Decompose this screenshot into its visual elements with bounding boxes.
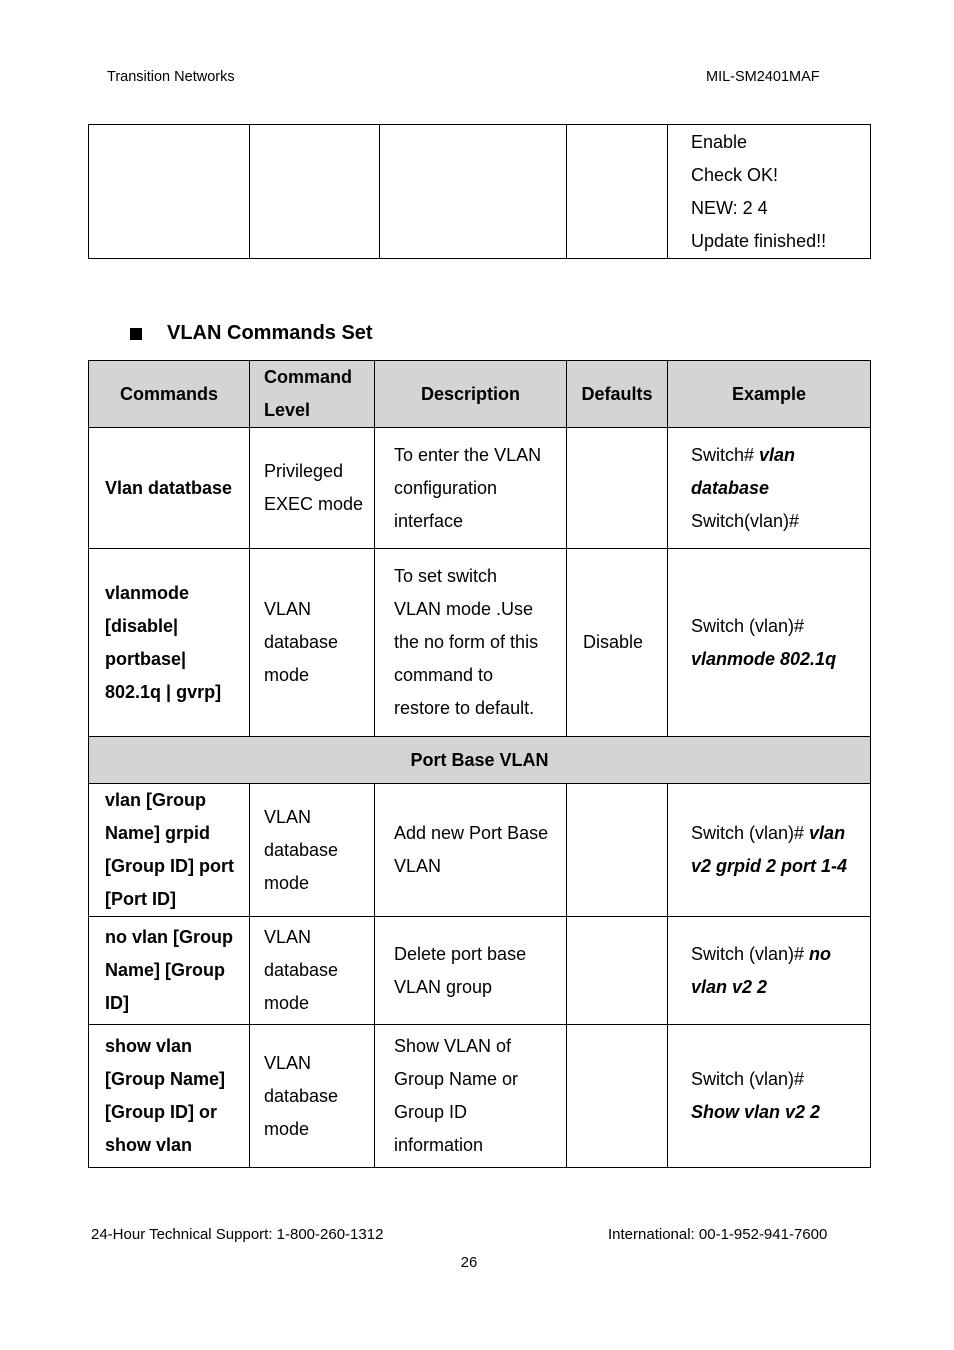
- table-cell: [567, 125, 668, 259]
- level-line: database: [264, 1085, 339, 1106]
- example-line: [691, 817, 864, 850]
- description-cell: [375, 784, 567, 917]
- description-cell: [375, 428, 567, 549]
- level-line: VLAN: [264, 599, 312, 619]
- example-cell: [668, 549, 871, 737]
- footer-support: 24-Hour Technical Support: 1-800-260-1312: [91, 1226, 384, 1243]
- example-text: Switch (vlan)#: [691, 823, 810, 843]
- example-line: Enable: [691, 131, 748, 152]
- header-model: MIL-SM2401MAF: [706, 69, 820, 85]
- table-header-row: [89, 361, 871, 428]
- command-line: Vlan datatbase: [105, 477, 233, 498]
- command-line: show vlan: [105, 1036, 193, 1056]
- command-cell: [89, 917, 250, 1025]
- description-line: Delete port base: [394, 943, 527, 964]
- defaults-cell: [567, 1025, 668, 1168]
- description-line: To set switch: [394, 566, 498, 586]
- defaults-cell: [567, 917, 668, 1025]
- description-line: restore to default.: [394, 698, 535, 718]
- section-title: VLAN Commands Set: [167, 322, 373, 344]
- command-line: show vlan: [105, 1135, 193, 1155]
- example-text: Switch#: [691, 444, 760, 465]
- header-text: Command: [264, 367, 353, 387]
- header-commands: Commands: [89, 361, 250, 428]
- description-line: the no form of this: [394, 632, 539, 652]
- level-line: database: [264, 632, 339, 652]
- command-cell: [89, 1025, 250, 1168]
- description-line: command to: [394, 665, 494, 685]
- command-line: no vlan [Group: [105, 927, 233, 947]
- example-cell: [668, 917, 871, 1025]
- example-line: Switch (vlan)#: [691, 615, 805, 636]
- command-line: Name] grpid: [105, 823, 211, 843]
- command-cell: [89, 784, 250, 917]
- table-row: [89, 917, 871, 1025]
- continued-table: [88, 124, 871, 259]
- description-line: Show VLAN of: [394, 1036, 512, 1056]
- square-bullet-icon: [130, 328, 142, 340]
- page-number: 26: [460, 1254, 478, 1271]
- header-company: Transition Networks: [107, 69, 235, 85]
- command-cell: [89, 549, 250, 737]
- table-row: [89, 1025, 871, 1168]
- header-command-level: [250, 361, 375, 428]
- command-line: [disable|: [105, 615, 179, 636]
- description-line: VLAN group: [394, 976, 493, 997]
- example-cell: [668, 1025, 871, 1168]
- example-cell: [668, 784, 871, 917]
- example-line: Switch (vlan)#: [691, 1069, 805, 1089]
- header-defaults: Defaults: [567, 361, 668, 428]
- defaults-cell: Disable: [567, 549, 668, 737]
- level-cell: [250, 549, 375, 737]
- command-line: [Port ID]: [105, 889, 176, 909]
- level-cell: [250, 917, 375, 1025]
- description-line: To enter the VLAN: [394, 444, 542, 465]
- level-cell: [250, 428, 375, 549]
- level-line: VLAN: [264, 927, 312, 947]
- level-line: VLAN: [264, 806, 312, 827]
- example-line: [691, 938, 864, 971]
- description-cell: [375, 549, 567, 737]
- example-command: vlanmode 802.1q: [691, 648, 837, 669]
- command-cell: [89, 428, 250, 549]
- example-text: Switch (vlan)#: [691, 943, 810, 964]
- header-example: Example: [668, 361, 871, 428]
- subsection-row: [89, 737, 871, 784]
- level-line: mode: [264, 1118, 310, 1139]
- example-command: vlan v2 2: [691, 976, 768, 997]
- table-row: [89, 549, 871, 737]
- level-line: VLAN: [264, 1052, 312, 1073]
- defaults-cell: [567, 428, 668, 549]
- subsection-title: Port Base VLAN: [89, 737, 871, 784]
- example-line: NEW: 2 4: [691, 197, 768, 218]
- description-line: information: [394, 1135, 484, 1155]
- level-cell: [250, 784, 375, 917]
- example-command: Show vlan v2 2: [691, 1102, 821, 1122]
- example-cell: [668, 428, 871, 549]
- table-row: [89, 428, 871, 549]
- description-line: Group ID: [394, 1102, 468, 1122]
- example-line: [691, 439, 864, 472]
- level-line: mode: [264, 993, 310, 1013]
- level-line: database: [264, 960, 339, 980]
- example-command: vlan: [759, 444, 796, 465]
- description-line: Add new Port Base: [394, 823, 549, 843]
- command-line: Name] [Group: [105, 960, 226, 980]
- footer-international: International: 00-1-952-941-7600: [608, 1226, 828, 1243]
- command-line: ID]: [105, 993, 129, 1013]
- description-line: configuration: [394, 477, 498, 498]
- header-text: Level: [264, 400, 311, 420]
- table-cell: [89, 125, 250, 259]
- description-line: interface: [394, 510, 464, 531]
- command-line: vlanmode: [105, 582, 190, 603]
- defaults-cell: [567, 784, 668, 917]
- example-command: v2 grpid 2 port 1-4: [691, 856, 848, 876]
- example-line: Switch(vlan)#: [691, 510, 800, 531]
- example-command: vlan: [809, 823, 846, 843]
- description-line: Group Name or: [394, 1069, 519, 1089]
- example-line: Check OK!: [691, 164, 779, 185]
- section-heading: [130, 322, 373, 345]
- command-line: [Group ID] or: [105, 1102, 217, 1122]
- command-line: [Group ID] port: [105, 856, 234, 876]
- header-description: Description: [375, 361, 567, 428]
- example-command: database: [691, 477, 770, 498]
- command-line: portbase|: [105, 648, 187, 669]
- description-line: VLAN: [394, 856, 442, 876]
- level-cell: [250, 1025, 375, 1168]
- level-line: Privileged: [264, 461, 344, 481]
- description-cell: [375, 917, 567, 1025]
- level-line: mode: [264, 665, 310, 685]
- table-cell: [380, 125, 567, 259]
- command-line: 802.1q | gvrp]: [105, 681, 222, 702]
- command-line: vlan [Group: [105, 790, 207, 810]
- example-command: no: [809, 943, 832, 964]
- vlan-commands-table: [88, 360, 871, 1168]
- description-cell: [375, 1025, 567, 1168]
- table-cell: [250, 125, 380, 259]
- example-cell: [668, 125, 871, 259]
- level-line: mode: [264, 872, 310, 893]
- table-row: [89, 125, 871, 259]
- example-line: Update finished!!: [691, 230, 827, 251]
- level-line: database: [264, 839, 339, 860]
- table-row: [89, 784, 871, 917]
- command-line: [Group Name]: [105, 1069, 226, 1089]
- description-line: VLAN mode .Use: [394, 599, 534, 619]
- level-line: EXEC mode: [264, 494, 364, 514]
